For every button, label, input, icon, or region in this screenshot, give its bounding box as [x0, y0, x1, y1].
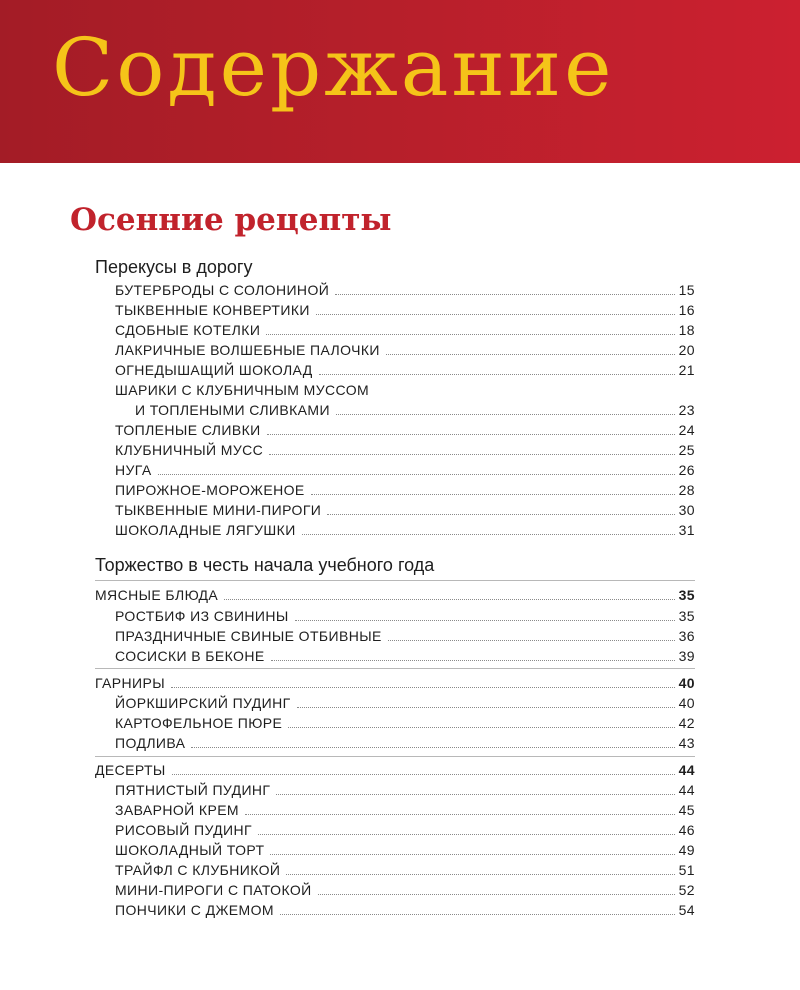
toc-entry-page: 40 [678, 695, 695, 711]
dot-leader [386, 354, 675, 355]
toc-entry-multiline[interactable] [115, 379, 369, 399]
toc-entry-label: ОГНЕДЫШАЩИЙ ШОКОЛАД [115, 362, 313, 378]
toc-entry-page: 25 [678, 442, 695, 458]
toc-entry[interactable] [115, 879, 695, 899]
dot-leader [271, 660, 675, 661]
toc-category-label: ГАРНИРЫ [95, 675, 166, 691]
toc-entry-label: НУГА [115, 462, 152, 478]
divider [95, 756, 695, 757]
toc-entry[interactable] [115, 319, 695, 339]
divider [95, 580, 695, 581]
toc-entry-label: СДОБНЫЕ КОТЕЛКИ [115, 322, 261, 338]
toc-entry-page: 16 [678, 302, 695, 318]
toc-entry-page: 46 [678, 822, 695, 838]
dot-leader [158, 474, 675, 475]
group-heading-feast: Торжество в честь начала учебного года [95, 555, 435, 575]
dot-leader [327, 514, 674, 515]
toc-entry[interactable] [115, 439, 695, 459]
dot-leader [171, 687, 675, 688]
toc-entry-continuation[interactable] [135, 399, 695, 419]
toc-entry-page: 30 [678, 502, 695, 518]
toc-category-meat[interactable] [95, 584, 695, 604]
header-banner [0, 0, 800, 163]
toc-category-page: 40 [678, 675, 695, 691]
toc-category-desserts[interactable] [95, 759, 695, 779]
toc-entry-label: ПОДЛИВА [115, 735, 186, 751]
dot-leader [280, 914, 675, 915]
dot-leader [267, 434, 675, 435]
toc-category-page: 35 [678, 587, 695, 603]
toc-entry-page: 52 [678, 882, 695, 898]
toc-entry[interactable] [115, 359, 695, 379]
toc-category-sides[interactable] [95, 672, 695, 692]
toc-entry[interactable] [115, 459, 695, 479]
toc-entry[interactable] [115, 605, 695, 625]
toc-entry[interactable] [115, 692, 695, 712]
dot-leader [336, 414, 675, 415]
dot-leader [172, 774, 675, 775]
toc-entry-label: ТЫКВЕННЫЕ КОНВЕРТИКИ [115, 302, 310, 318]
toc-entry-page: 35 [678, 608, 695, 624]
dot-leader [266, 334, 674, 335]
toc-entry[interactable] [115, 625, 695, 645]
dot-leader [276, 794, 674, 795]
group-heading-snacks: Перекусы в дорогу [95, 257, 253, 277]
toc-entry-page: 44 [678, 782, 695, 798]
toc-entry[interactable] [115, 839, 695, 859]
dot-leader [335, 294, 674, 295]
toc-entry[interactable] [115, 279, 695, 299]
toc-entry-page: 54 [678, 902, 695, 918]
dot-leader [295, 620, 675, 621]
divider [95, 668, 695, 669]
toc-entry-page: 23 [678, 402, 695, 418]
toc-entry-label: ПИРОЖНОЕ-МОРОЖЕНОЕ [115, 482, 305, 498]
toc-entry[interactable] [115, 645, 695, 665]
toc-entry-label: ПЯТНИСТЫЙ ПУДИНГ [115, 782, 271, 798]
toc-entry-label: МИНИ-ПИРОГИ С ПАТОКОЙ [115, 882, 312, 898]
toc-entry-page: 39 [678, 648, 695, 664]
toc-entry[interactable] [115, 339, 695, 359]
toc-entry-page: 24 [678, 422, 695, 438]
dot-leader [302, 534, 675, 535]
section-title: Осенние рецепты [70, 202, 392, 238]
toc-category-label: ДЕСЕРТЫ [95, 762, 166, 778]
dot-leader [224, 599, 674, 600]
toc-entry-page: 49 [678, 842, 695, 858]
toc-entry-label: ЛАКРИЧНЫЕ ВОЛШЕБНЫЕ ПАЛОЧКИ [115, 342, 380, 358]
toc-entry-label: КАРТОФЕЛЬНОЕ ПЮРЕ [115, 715, 283, 731]
dot-leader [318, 894, 675, 895]
toc-entry-label: ТОПЛЕНЫЕ СЛИВКИ [115, 422, 261, 438]
toc-entry[interactable] [115, 859, 695, 879]
toc-entry[interactable] [115, 732, 695, 752]
toc-entry-label: ЗАВАРНОЙ КРЕМ [115, 802, 239, 818]
toc-entry-page: 15 [678, 282, 695, 298]
toc-entry-label: ШОКОЛАДНЫЕ ЛЯГУШКИ [115, 522, 296, 538]
toc-entry-page: 36 [678, 628, 695, 644]
toc-entry-label: ШАРИКИ С КЛУБНИЧНЫМ МУССОМ [115, 382, 370, 398]
toc-entry-label: ТЫКВЕННЫЕ МИНИ-ПИРОГИ [115, 502, 322, 518]
toc-entry-page: 26 [678, 462, 695, 478]
dot-leader [311, 494, 675, 495]
dot-leader [388, 640, 675, 641]
toc-entry-label: РИСОВЫЙ ПУДИНГ [115, 822, 252, 838]
dot-leader [258, 834, 675, 835]
toc-entry[interactable] [115, 899, 695, 919]
toc-entry-label: БУТЕРБРОДЫ С СОЛОНИНОЙ [115, 282, 330, 298]
dot-leader [297, 707, 675, 708]
toc-category-label: МЯСНЫЕ БЛЮДА [95, 587, 219, 603]
toc-entry-page: 18 [678, 322, 695, 338]
toc-entry-page: 21 [678, 362, 695, 378]
toc-entry[interactable] [115, 779, 695, 799]
dot-leader [286, 874, 674, 875]
toc-entry-label: КЛУБНИЧНЫЙ МУСС [115, 442, 264, 458]
toc-entry-label: ПРАЗДНИЧНЫЕ СВИНЫЕ ОТБИВНЫЕ [115, 628, 382, 644]
toc-entry[interactable] [115, 299, 695, 319]
toc-entry[interactable] [115, 419, 695, 439]
toc-entry-label: РОСТБИФ ИЗ СВИНИНЫ [115, 608, 289, 624]
toc-entry[interactable] [115, 819, 695, 839]
toc-entry-label: ЙОРКШИРСКИЙ ПУДИНГ [115, 695, 291, 711]
toc-entry[interactable] [115, 519, 695, 539]
page-title: Содержание [52, 21, 615, 114]
toc-entry-label: ШОКОЛАДНЫЙ ТОРТ [115, 842, 265, 858]
dot-leader [319, 374, 675, 375]
dot-leader [245, 814, 675, 815]
toc-entry[interactable] [115, 712, 695, 732]
dot-leader [270, 854, 674, 855]
toc-category-page: 44 [678, 762, 695, 778]
toc-entry-page: 43 [678, 735, 695, 751]
dot-leader [191, 747, 674, 748]
toc-entry-page: 51 [678, 862, 695, 878]
dot-leader [316, 314, 675, 315]
toc-entry[interactable] [115, 479, 695, 499]
toc-entry[interactable] [115, 499, 695, 519]
toc-entry-page: 28 [678, 482, 695, 498]
toc-entry-label: СОСИСКИ В БЕКОНЕ [115, 648, 265, 664]
toc-entry-label: ПОНЧИКИ С ДЖЕМОМ [115, 902, 274, 918]
toc-entry[interactable] [115, 799, 695, 819]
toc-entry-page: 42 [678, 715, 695, 731]
toc-entry-label: ТРАЙФЛ С КЛУБНИКОЙ [115, 862, 281, 878]
dot-leader [288, 727, 674, 728]
dot-leader [269, 454, 674, 455]
toc-entry-page: 20 [678, 342, 695, 358]
toc-entry-page: 45 [678, 802, 695, 818]
toc-entry-label-cont: И ТОПЛЕНЫМИ СЛИВКАМИ [135, 402, 330, 418]
toc-entry-page: 31 [678, 522, 695, 538]
